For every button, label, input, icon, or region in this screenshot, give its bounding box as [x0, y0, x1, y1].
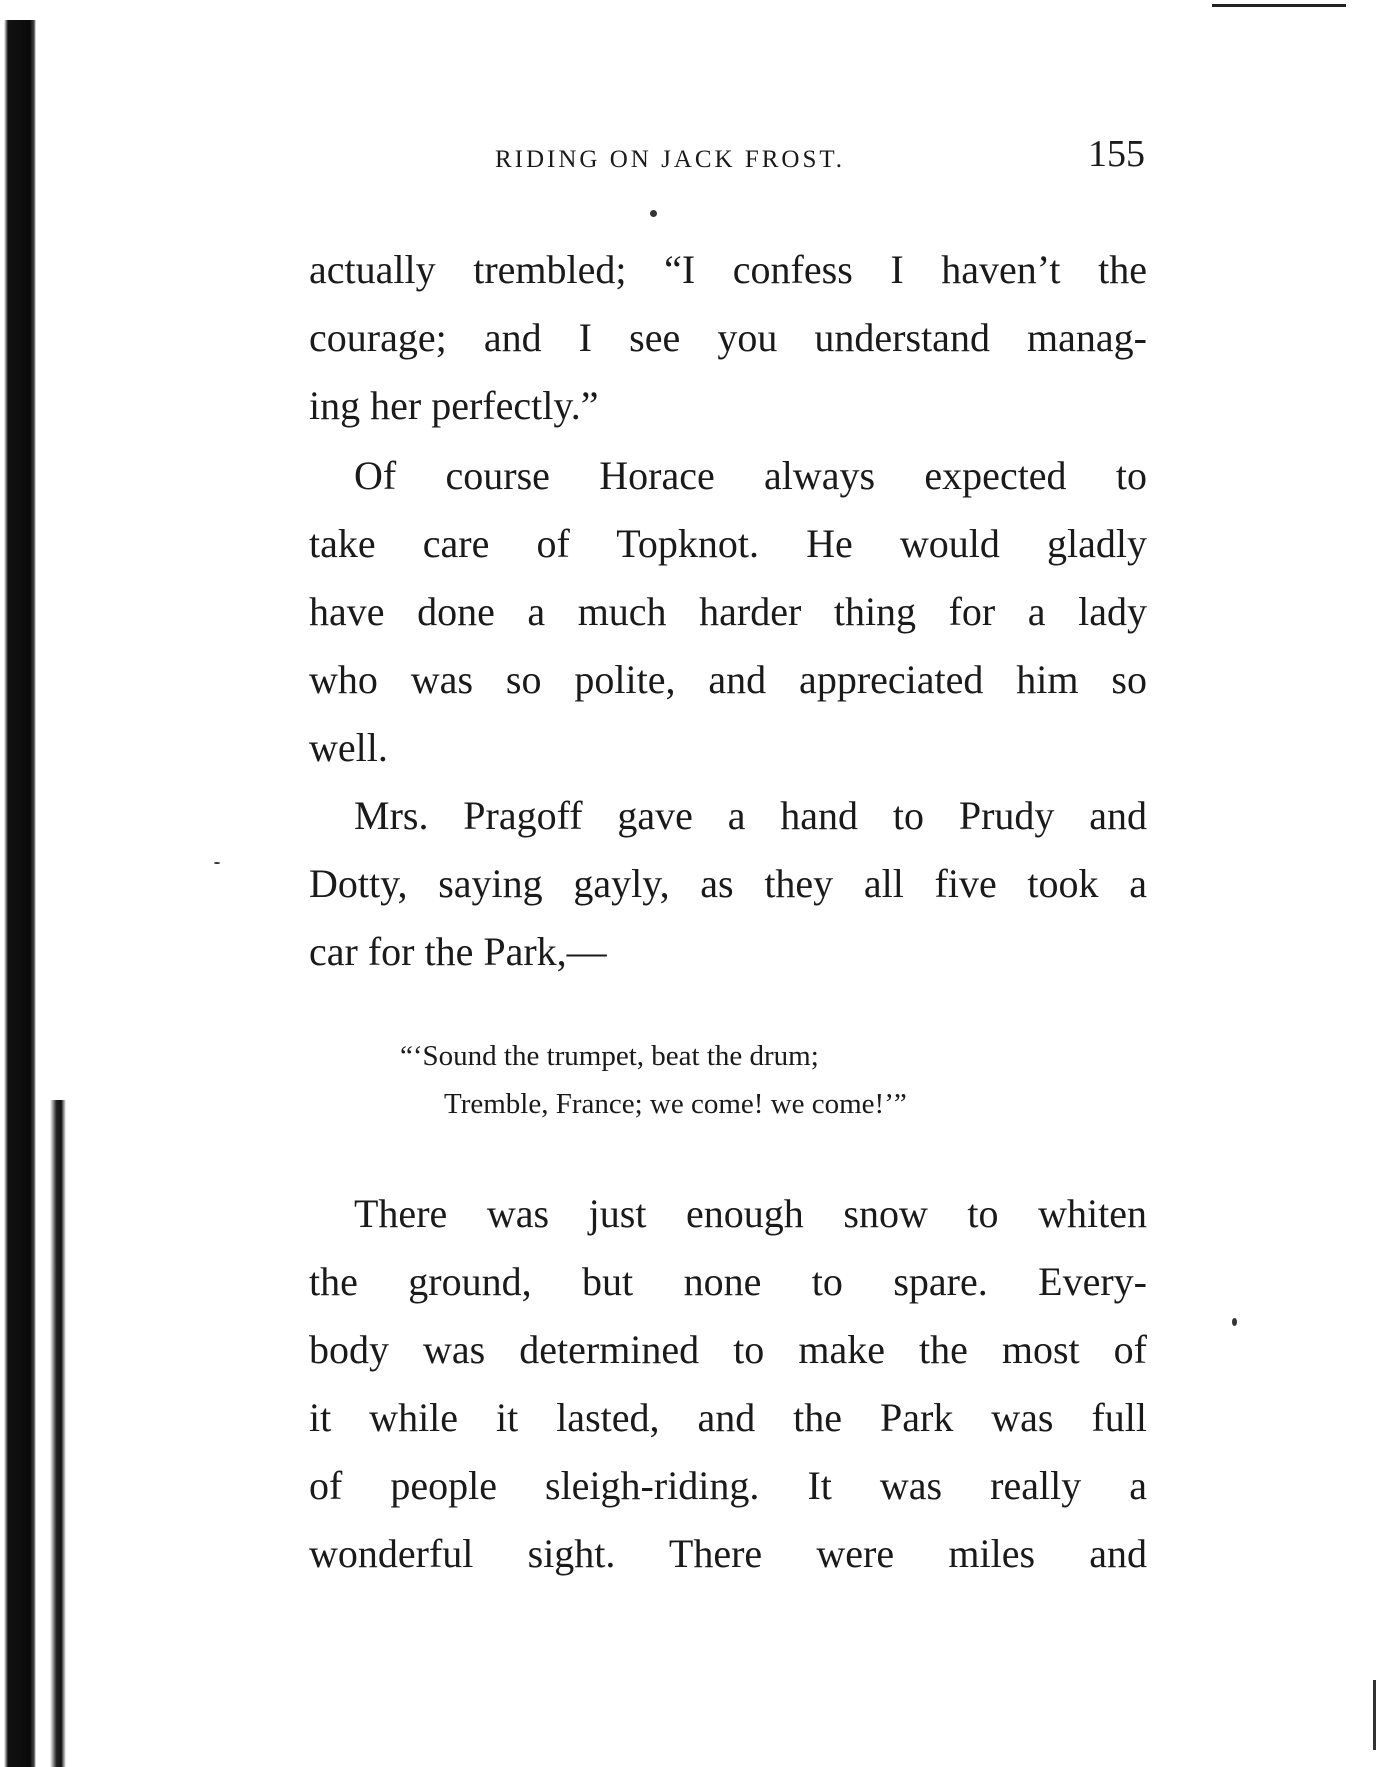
- page-binding-shadow: [0, 20, 36, 1767]
- text-line: There was just enough snow to whiten: [354, 1191, 1147, 1236]
- verse-line: Tremble, France; we come! we come!’”: [444, 1088, 907, 1120]
- text-line: wonderful sight. There were miles and: [309, 1531, 1147, 1576]
- scan-edge-mark-right: [1373, 1680, 1376, 1750]
- running-title: RIDING ON JACK FROST.: [495, 146, 846, 173]
- paragraph: [309, 236, 1147, 440]
- scan-speck: [650, 210, 657, 217]
- text-line: take care of Topknot. He would gladly: [309, 521, 1147, 566]
- page-binding-shadow-lower: [50, 1100, 66, 1767]
- running-head: [305, 132, 1145, 192]
- text-line: Of course Horace always expected to: [354, 453, 1147, 498]
- text-line: car for the Park,—: [309, 929, 607, 974]
- text-line: ing her perfectly.”: [309, 383, 599, 428]
- text-line: have done a much harder thing for a lady: [309, 589, 1147, 634]
- verse-quotation: [400, 1032, 1100, 1128]
- scan-speck: [1232, 1318, 1237, 1326]
- text-line: who was so polite, and appreciated him so: [309, 657, 1147, 702]
- text-line: the ground, but none to spare. Every-: [309, 1259, 1147, 1304]
- scan-edge-mark: [1212, 4, 1346, 7]
- verse-line: “‘Sound the trumpet, beat the drum;: [400, 1040, 819, 1072]
- text-line: of people sleigh-riding. It was really a: [309, 1463, 1147, 1508]
- paragraph: [309, 442, 1147, 782]
- scan-speck: [214, 862, 220, 864]
- paragraph: [309, 782, 1147, 986]
- text-line: Mrs. Pragoff gave a hand to Prudy and: [354, 793, 1147, 838]
- text-line: courage; and I see you understand manag-: [309, 315, 1147, 360]
- text-line: actually trembled; “I confess I haven’t the: [309, 247, 1147, 292]
- text-line: Dotty, saying gayly, as they all five took a: [309, 861, 1147, 906]
- text-line: it while it lasted, and the Park was full: [309, 1395, 1147, 1440]
- page-number: 155: [1088, 133, 1145, 175]
- text-line: body was determined to make the most of: [309, 1327, 1147, 1372]
- text-line: well.: [309, 725, 388, 770]
- paragraph: [309, 1180, 1147, 1588]
